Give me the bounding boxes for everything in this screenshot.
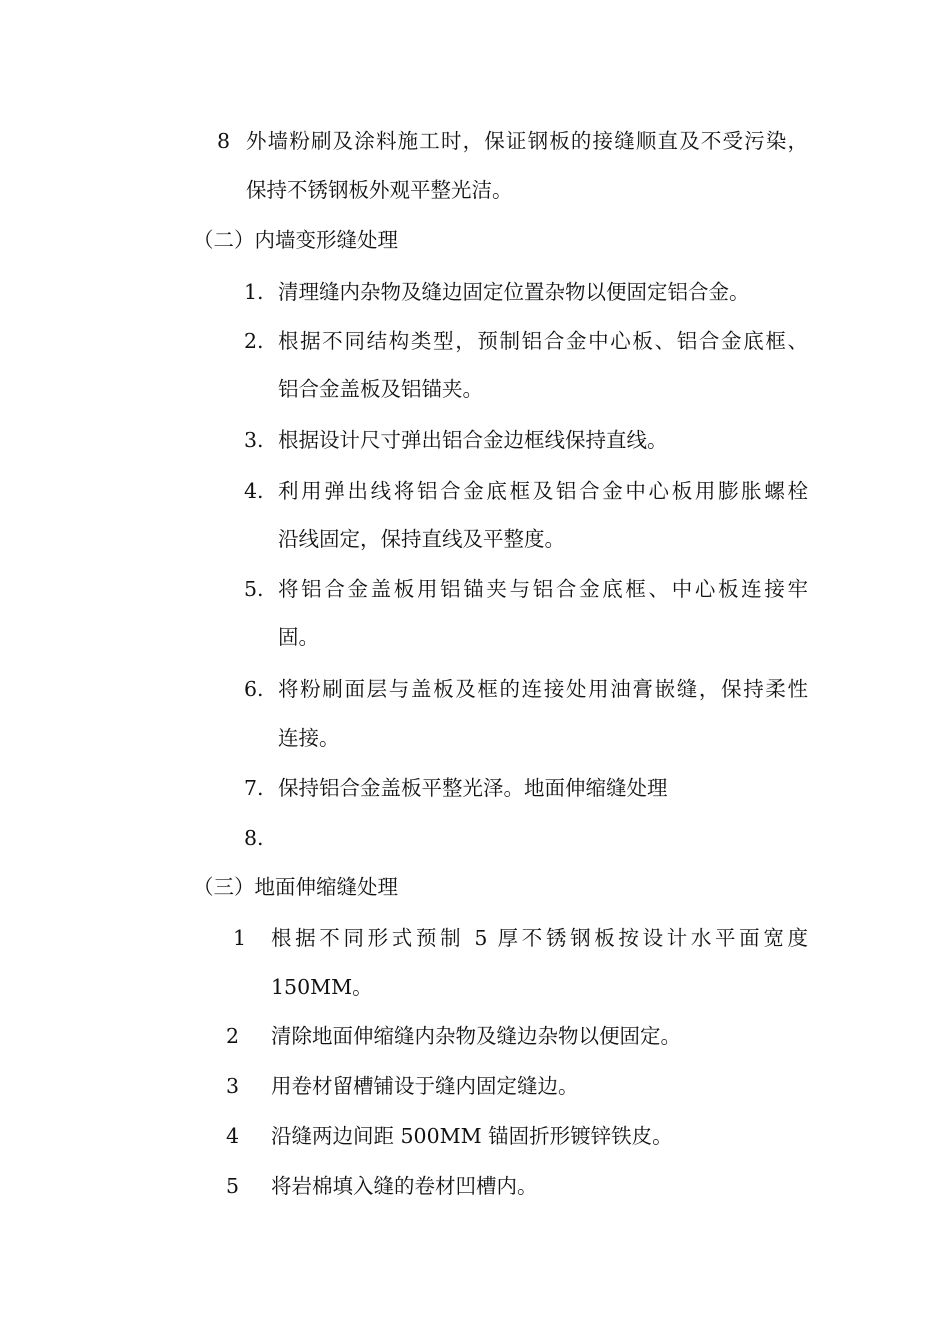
list-item-text-continued: 固。 [278,625,319,649]
list-number: 6. [244,677,264,701]
list-item-text-continued: 连接。 [278,726,340,750]
list-item-text: 将岩棉填入缝的卷材凹槽内。 [271,1174,538,1198]
list-number: 8 [217,129,231,153]
list-number: 7. [244,776,264,800]
list-item-text: 用卷材留槽铺设于缝内固定缝边。 [271,1074,579,1098]
list-number: 1. [244,280,264,304]
list-number: 2. [244,329,264,353]
list-number: 5. [244,577,264,601]
list-item-text: 保持铝合金盖板平整光泽。地面伸缩缝处理 [278,776,668,800]
list-number: 4 [226,1124,240,1148]
list-item-text: 根据不同结构类型，预制铝合金中心板、铝合金底框、 [278,329,808,353]
list-item-text-continued: 铝合金盖板及铝锚夹。 [278,377,483,401]
list-item-text-continued: 150MM。 [271,975,373,999]
list-number: 4. [244,479,264,503]
list-item-text: 将粉刷面层与盖板及框的连接处用油膏嵌缝，保持柔性 [278,677,808,701]
list-number: 3. [244,428,264,452]
list-number: 8. [244,826,264,850]
list-item-text-continued: 沿线固定，保持直线及平整度。 [278,527,565,551]
list-number: 2 [226,1024,240,1048]
list-item-text: 根据设计尺寸弹出铝合金边框线保持直线。 [278,428,668,452]
list-item-text: 将铝合金盖板用铝锚夹与铝合金底框、中心板连接牢 [278,577,808,601]
list-number: 5 [226,1174,240,1198]
list-item-text: 清除地面伸缩缝内杂物及缝边杂物以便固定。 [271,1024,681,1048]
section-heading: （三）地面伸缩缝处理 [193,875,398,899]
list-item-text: 沿缝两边间距 500MM 锚固折形镀锌铁皮。 [271,1124,673,1148]
list-item-text-continued: 保持不锈钢板外观平整光洁。 [246,178,513,202]
section-heading: （二）内墙变形缝处理 [193,228,398,252]
list-number: 3 [226,1074,240,1098]
list-item-text: 根据不同形式预制 5 厚不锈钢板按设计水平面宽度 [271,926,808,950]
list-number: 1 [233,926,247,950]
list-item-text: 利用弹出线将铝合金底框及铝合金中心板用膨胀螺栓 [278,479,808,503]
list-item-text: 外墙粉刷及涂料施工时，保证钢板的接缝顺直及不受污染， [246,129,808,153]
list-item-text: 清理缝内杂物及缝边固定位置杂物以便固定铝合金。 [278,280,750,304]
